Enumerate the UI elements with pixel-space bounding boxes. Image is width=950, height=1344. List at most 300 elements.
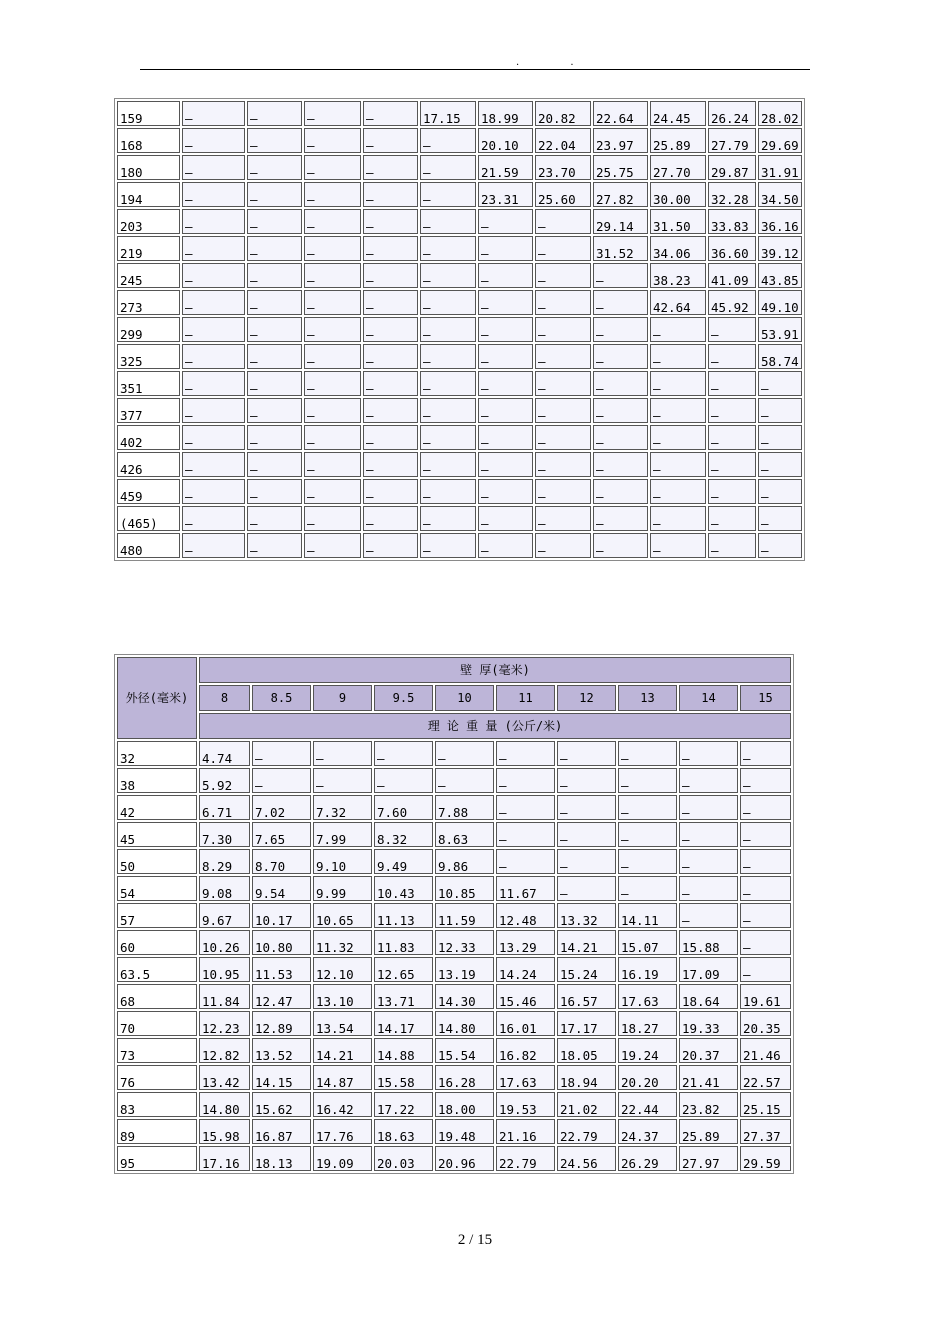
weight-cell: – <box>182 398 245 423</box>
weight-cell: 21.02 <box>557 1092 616 1117</box>
weight-cell: – <box>304 182 361 207</box>
weight-cell: 20.03 <box>374 1146 433 1171</box>
weight-cell: – <box>304 425 361 450</box>
thickness-header-row <box>117 685 791 711</box>
weight-cell: 13.71 <box>374 984 433 1009</box>
table-row <box>117 371 802 396</box>
table-row <box>117 1092 791 1117</box>
weight-cell: – <box>557 741 616 766</box>
weight-cell: 27.70 <box>650 155 706 180</box>
weight-cell: – <box>650 344 706 369</box>
weight-cell: 8.63 <box>435 822 494 847</box>
weight-cell: – <box>740 930 791 955</box>
weight-cell: – <box>182 317 245 342</box>
weight-cell: 25.89 <box>679 1119 738 1144</box>
table-row <box>117 290 802 315</box>
weight-cell: 11.32 <box>313 930 372 955</box>
table-row <box>117 1146 791 1171</box>
weight-cell: 21.16 <box>496 1119 555 1144</box>
weight-cell: – <box>740 795 791 820</box>
weight-cell: – <box>420 155 476 180</box>
weight-cell: – <box>420 425 476 450</box>
weight-cell: – <box>535 344 591 369</box>
weight-cell: 25.60 <box>535 182 591 207</box>
weight-cell: – <box>478 236 533 261</box>
weight-cell: – <box>182 371 245 396</box>
outer-diameter-cell: 60 <box>117 930 197 955</box>
weight-cell: – <box>593 425 648 450</box>
weight-cell: 33.83 <box>708 209 756 234</box>
weight-cell: 27.97 <box>679 1146 738 1171</box>
weight-cell: – <box>618 795 677 820</box>
weight-cell: 9.49 <box>374 849 433 874</box>
weight-cell: – <box>247 506 302 531</box>
weight-cell: – <box>247 236 302 261</box>
weight-cell: – <box>420 128 476 153</box>
thickness-header: 14 <box>679 685 738 711</box>
weight-cell: 32.28 <box>708 182 756 207</box>
weight-cell: – <box>740 957 791 982</box>
weight-cell: – <box>535 506 591 531</box>
table-row <box>117 984 791 1009</box>
weight-cell: 18.13 <box>252 1146 311 1171</box>
thickness-header: 9 <box>313 685 372 711</box>
weight-cell: – <box>593 263 648 288</box>
weight-cell: 11.84 <box>199 984 250 1009</box>
weight-cell: 12.82 <box>199 1038 250 1063</box>
weight-cell: 10.26 <box>199 930 250 955</box>
weight-cell: – <box>182 452 245 477</box>
weight-cell: 14.80 <box>435 1011 494 1036</box>
weight-cell: 14.87 <box>313 1065 372 1090</box>
weight-cell: 9.54 <box>252 876 311 901</box>
weight-cell: – <box>420 479 476 504</box>
weight-cell: – <box>363 209 418 234</box>
weight-cell: – <box>478 290 533 315</box>
weight-cell: – <box>708 452 756 477</box>
weight-cell: – <box>478 398 533 423</box>
weight-cell: – <box>708 479 756 504</box>
weight-cell: – <box>679 741 738 766</box>
thickness-header: 8.5 <box>252 685 311 711</box>
table-row <box>117 182 802 207</box>
weight-cell: – <box>363 371 418 396</box>
weight-cell: – <box>708 425 756 450</box>
outer-diameter-cell: 57 <box>117 903 197 928</box>
weight-cell: 29.14 <box>593 209 648 234</box>
weight-cell: 20.20 <box>618 1065 677 1090</box>
thickness-header: 13 <box>618 685 677 711</box>
weight-cell: 12.48 <box>496 903 555 928</box>
weight-cell: 18.27 <box>618 1011 677 1036</box>
weight-cell: 15.46 <box>496 984 555 1009</box>
weight-cell: – <box>304 344 361 369</box>
weight-cell: 53.91 <box>758 317 802 342</box>
table-row <box>117 768 791 793</box>
weight-cell: 8.29 <box>199 849 250 874</box>
weight-cell: 12.65 <box>374 957 433 982</box>
weight-cell: – <box>535 398 591 423</box>
weight-cell: 25.15 <box>740 1092 791 1117</box>
weight-cell: 17.09 <box>679 957 738 982</box>
weight-cell: 11.13 <box>374 903 433 928</box>
weight-cell: 6.71 <box>199 795 250 820</box>
weight-cell: 17.63 <box>496 1065 555 1090</box>
table-row <box>117 795 791 820</box>
header-rule <box>140 69 810 70</box>
weight-cell: – <box>304 317 361 342</box>
outer-diameter-cell: 351 <box>117 371 180 396</box>
weight-cell: 39.12 <box>758 236 802 261</box>
weight-cell: – <box>247 317 302 342</box>
weight-cell: – <box>679 903 738 928</box>
outer-diameter-cell: 63.5 <box>117 957 197 982</box>
weight-cell: – <box>478 263 533 288</box>
weight-cell: – <box>496 795 555 820</box>
weight-cell: – <box>478 344 533 369</box>
weight-cell: 23.70 <box>535 155 591 180</box>
weight-cell: – <box>247 182 302 207</box>
weight-cell: – <box>304 209 361 234</box>
weight-cell: 31.50 <box>650 209 706 234</box>
weight-cell: – <box>740 849 791 874</box>
weight-cell: – <box>247 371 302 396</box>
table-row <box>117 263 802 288</box>
weight-cell: 14.21 <box>557 930 616 955</box>
weight-cell: 45.92 <box>708 290 756 315</box>
thickness-header: 10 <box>435 685 494 711</box>
weight-cell: – <box>304 533 361 558</box>
outer-diameter-cell: 70 <box>117 1011 197 1036</box>
pipe-weight-table-continued <box>114 98 805 561</box>
weight-cell: 38.23 <box>650 263 706 288</box>
table-row <box>117 957 791 982</box>
outer-diameter-cell: 480 <box>117 533 180 558</box>
header-row-3 <box>117 713 791 739</box>
weight-cell: – <box>557 795 616 820</box>
weight-cell: – <box>618 822 677 847</box>
table-row <box>117 876 791 901</box>
table-row <box>117 533 802 558</box>
weight-cell: – <box>496 741 555 766</box>
weight-cell: – <box>313 768 372 793</box>
weight-cell: – <box>679 795 738 820</box>
weight-cell: 18.63 <box>374 1119 433 1144</box>
weight-cell: 34.06 <box>650 236 706 261</box>
weight-cell: – <box>593 290 648 315</box>
weight-cell: – <box>618 876 677 901</box>
weight-cell: 21.46 <box>740 1038 791 1063</box>
weight-cell: 27.79 <box>708 128 756 153</box>
weight-cell: 17.15 <box>420 101 476 126</box>
weight-cell: 36.16 <box>758 209 802 234</box>
outer-diameter-cell: 426 <box>117 452 180 477</box>
weight-cell: – <box>478 479 533 504</box>
weight-cell: 9.86 <box>435 849 494 874</box>
weight-cell: 13.42 <box>199 1065 250 1090</box>
weight-cell: 4.74 <box>199 741 250 766</box>
weight-cell: 14.17 <box>374 1011 433 1036</box>
weight-cell: 17.16 <box>199 1146 250 1171</box>
weight-cell: – <box>182 533 245 558</box>
weight-cell: – <box>247 425 302 450</box>
weight-cell: 41.09 <box>708 263 756 288</box>
weight-cell: – <box>478 317 533 342</box>
table-row <box>117 236 802 261</box>
weight-cell: – <box>304 263 361 288</box>
weight-cell: 7.99 <box>313 822 372 847</box>
weight-cell: – <box>535 263 591 288</box>
weight-cell: 12.47 <box>252 984 311 1009</box>
table-row <box>117 741 791 766</box>
weight-cell: – <box>363 101 418 126</box>
weight-cell: – <box>252 741 311 766</box>
outer-diameter-cell: 273 <box>117 290 180 315</box>
weight-cell: 22.57 <box>740 1065 791 1090</box>
weight-cell: – <box>679 822 738 847</box>
outer-diameter-cell: (465) <box>117 506 180 531</box>
weight-cell: 27.37 <box>740 1119 791 1144</box>
weight-cell: – <box>593 344 648 369</box>
weight-cell: – <box>679 876 738 901</box>
weight-cell: 11.83 <box>374 930 433 955</box>
weight-cell: 29.59 <box>740 1146 791 1171</box>
weight-cell: 34.50 <box>758 182 802 207</box>
weight-cell: 17.22 <box>374 1092 433 1117</box>
weight-cell: – <box>535 209 591 234</box>
weight-cell: 18.05 <box>557 1038 616 1063</box>
weight-cell: – <box>435 768 494 793</box>
weight-cell: 15.07 <box>618 930 677 955</box>
outer-diameter-cell: 32 <box>117 741 197 766</box>
weight-cell: 24.37 <box>618 1119 677 1144</box>
table-row <box>117 344 802 369</box>
weight-cell: 14.30 <box>435 984 494 1009</box>
weight-cell: – <box>535 236 591 261</box>
weight-cell: 19.24 <box>618 1038 677 1063</box>
weight-cell: 17.76 <box>313 1119 372 1144</box>
weight-cell: 7.88 <box>435 795 494 820</box>
weight-cell: – <box>363 533 418 558</box>
outer-diameter-cell: 325 <box>117 344 180 369</box>
weight-cell: – <box>182 344 245 369</box>
weight-cell: – <box>535 452 591 477</box>
weight-cell: 10.95 <box>199 957 250 982</box>
weight-cell: 13.54 <box>313 1011 372 1036</box>
table-row <box>117 155 802 180</box>
weight-cell: 20.10 <box>478 128 533 153</box>
weight-cell: 9.99 <box>313 876 372 901</box>
weight-cell: – <box>182 425 245 450</box>
weight-cell: 15.58 <box>374 1065 433 1090</box>
weight-cell: – <box>496 849 555 874</box>
weight-cell: – <box>182 155 245 180</box>
weight-cell: – <box>496 768 555 793</box>
outer-diameter-cell: 168 <box>117 128 180 153</box>
weight-cell: – <box>593 398 648 423</box>
weight-cell: 11.67 <box>496 876 555 901</box>
weight-cell: – <box>363 182 418 207</box>
weight-cell: – <box>420 452 476 477</box>
outer-diameter-cell: 159 <box>117 101 180 126</box>
thickness-header: 8 <box>199 685 250 711</box>
weight-cell: 18.99 <box>478 101 533 126</box>
outer-diameter-cell: 50 <box>117 849 197 874</box>
weight-cell: – <box>758 506 802 531</box>
weight-cell: – <box>182 506 245 531</box>
weight-cell: – <box>252 768 311 793</box>
outer-diameter-cell: 54 <box>117 876 197 901</box>
weight-cell: 14.80 <box>199 1092 250 1117</box>
weight-cell: – <box>758 452 802 477</box>
weight-cell: 10.80 <box>252 930 311 955</box>
weight-cell: – <box>435 741 494 766</box>
weight-cell: 7.30 <box>199 822 250 847</box>
weight-cell: – <box>593 371 648 396</box>
weight-cell: 19.48 <box>435 1119 494 1144</box>
weight-cell: 30.00 <box>650 182 706 207</box>
weight-cell: – <box>182 479 245 504</box>
weight-cell: – <box>557 849 616 874</box>
weight-cell: – <box>535 290 591 315</box>
weight-cell: 22.79 <box>557 1119 616 1144</box>
weight-cell: – <box>557 822 616 847</box>
table-row <box>117 822 791 847</box>
weight-cell: – <box>420 506 476 531</box>
weight-cell: 12.89 <box>252 1011 311 1036</box>
weight-cell: 18.94 <box>557 1065 616 1090</box>
weight-cell: – <box>740 768 791 793</box>
weight-cell: – <box>420 290 476 315</box>
outer-diameter-cell: 299 <box>117 317 180 342</box>
weight-cell: – <box>247 101 302 126</box>
weight-cell: – <box>593 533 648 558</box>
weight-cell: 15.98 <box>199 1119 250 1144</box>
weight-cell: – <box>650 452 706 477</box>
weight-cell: 25.89 <box>650 128 706 153</box>
weight-cell: – <box>247 398 302 423</box>
weight-cell: – <box>247 209 302 234</box>
weight-cell: – <box>363 425 418 450</box>
weight-cell: – <box>182 263 245 288</box>
table-row <box>117 209 802 234</box>
thickness-header: 9.5 <box>374 685 433 711</box>
weight-cell: 14.24 <box>496 957 555 982</box>
outer-diameter-cell: 42 <box>117 795 197 820</box>
weight-cell: – <box>420 371 476 396</box>
weight-cell: – <box>679 849 738 874</box>
outer-diameter-cell: 402 <box>117 425 180 450</box>
weight-cell: – <box>363 155 418 180</box>
weight-cell: 27.82 <box>593 182 648 207</box>
weight-cell: – <box>708 398 756 423</box>
weight-cell: 17.17 <box>557 1011 616 1036</box>
outer-diameter-cell: 95 <box>117 1146 197 1171</box>
od-header: 外径(毫米) <box>117 657 197 739</box>
weight-cell: 58.74 <box>758 344 802 369</box>
table-row <box>117 1038 791 1063</box>
weight-cell: – <box>247 533 302 558</box>
weight-cell: – <box>363 452 418 477</box>
weight-cell: – <box>478 425 533 450</box>
weight-cell: 19.61 <box>740 984 791 1009</box>
weight-cell: 25.75 <box>593 155 648 180</box>
table-row <box>117 1011 791 1036</box>
outer-diameter-cell: 180 <box>117 155 180 180</box>
weight-cell: 14.15 <box>252 1065 311 1090</box>
outer-diameter-cell: 83 <box>117 1092 197 1117</box>
weight-cell: 16.01 <box>496 1011 555 1036</box>
weight-cell: 36.60 <box>708 236 756 261</box>
weight-cell: – <box>247 452 302 477</box>
weight-cell: 12.23 <box>199 1011 250 1036</box>
weight-cell: – <box>363 236 418 261</box>
weight-cell: – <box>304 452 361 477</box>
weight-cell: – <box>650 398 706 423</box>
weight-cell: – <box>304 101 361 126</box>
weight-cell: 16.28 <box>435 1065 494 1090</box>
weight-cell: 13.52 <box>252 1038 311 1063</box>
weight-cell: – <box>374 768 433 793</box>
weight-cell: 7.02 <box>252 795 311 820</box>
weight-cell: – <box>740 903 791 928</box>
table-row <box>117 479 802 504</box>
weight-cell: – <box>535 479 591 504</box>
weight-cell: 15.62 <box>252 1092 311 1117</box>
weight-cell: – <box>650 371 706 396</box>
theoretical-weight-header: 理 论 重 量 (公斤/米) <box>199 713 791 739</box>
table-row <box>117 506 802 531</box>
outer-diameter-cell: 459 <box>117 479 180 504</box>
weight-cell: 19.33 <box>679 1011 738 1036</box>
weight-cell: – <box>420 398 476 423</box>
weight-cell: 16.42 <box>313 1092 372 1117</box>
weight-cell: – <box>593 317 648 342</box>
weight-cell: 10.43 <box>374 876 433 901</box>
wall-thickness-header: 壁 厚(毫米) <box>199 657 791 683</box>
table-row <box>117 101 802 126</box>
weight-cell: 14.21 <box>313 1038 372 1063</box>
weight-cell: – <box>740 822 791 847</box>
weight-cell: – <box>618 849 677 874</box>
weight-cell: 20.37 <box>679 1038 738 1063</box>
weight-cell: – <box>478 533 533 558</box>
outer-diameter-cell: 377 <box>117 398 180 423</box>
outer-diameter-cell: 203 <box>117 209 180 234</box>
weight-cell: 14.11 <box>618 903 677 928</box>
weight-cell: 22.64 <box>593 101 648 126</box>
table-row <box>117 1119 791 1144</box>
weight-cell: 5.92 <box>199 768 250 793</box>
weight-cell: 9.10 <box>313 849 372 874</box>
thickness-header: 15 <box>740 685 791 711</box>
weight-cell: 11.53 <box>252 957 311 982</box>
header-dots: . . <box>516 57 598 68</box>
weight-cell: – <box>247 155 302 180</box>
weight-cell: – <box>420 182 476 207</box>
table-row <box>117 1065 791 1090</box>
weight-cell: 21.59 <box>478 155 533 180</box>
weight-cell: 21.41 <box>679 1065 738 1090</box>
header-row-1 <box>117 657 791 683</box>
weight-cell: – <box>182 209 245 234</box>
weight-cell: – <box>708 371 756 396</box>
weight-cell: 12.10 <box>313 957 372 982</box>
weight-cell: 42.64 <box>650 290 706 315</box>
weight-cell: – <box>740 876 791 901</box>
weight-cell: – <box>758 371 802 396</box>
outer-diameter-cell: 68 <box>117 984 197 1009</box>
